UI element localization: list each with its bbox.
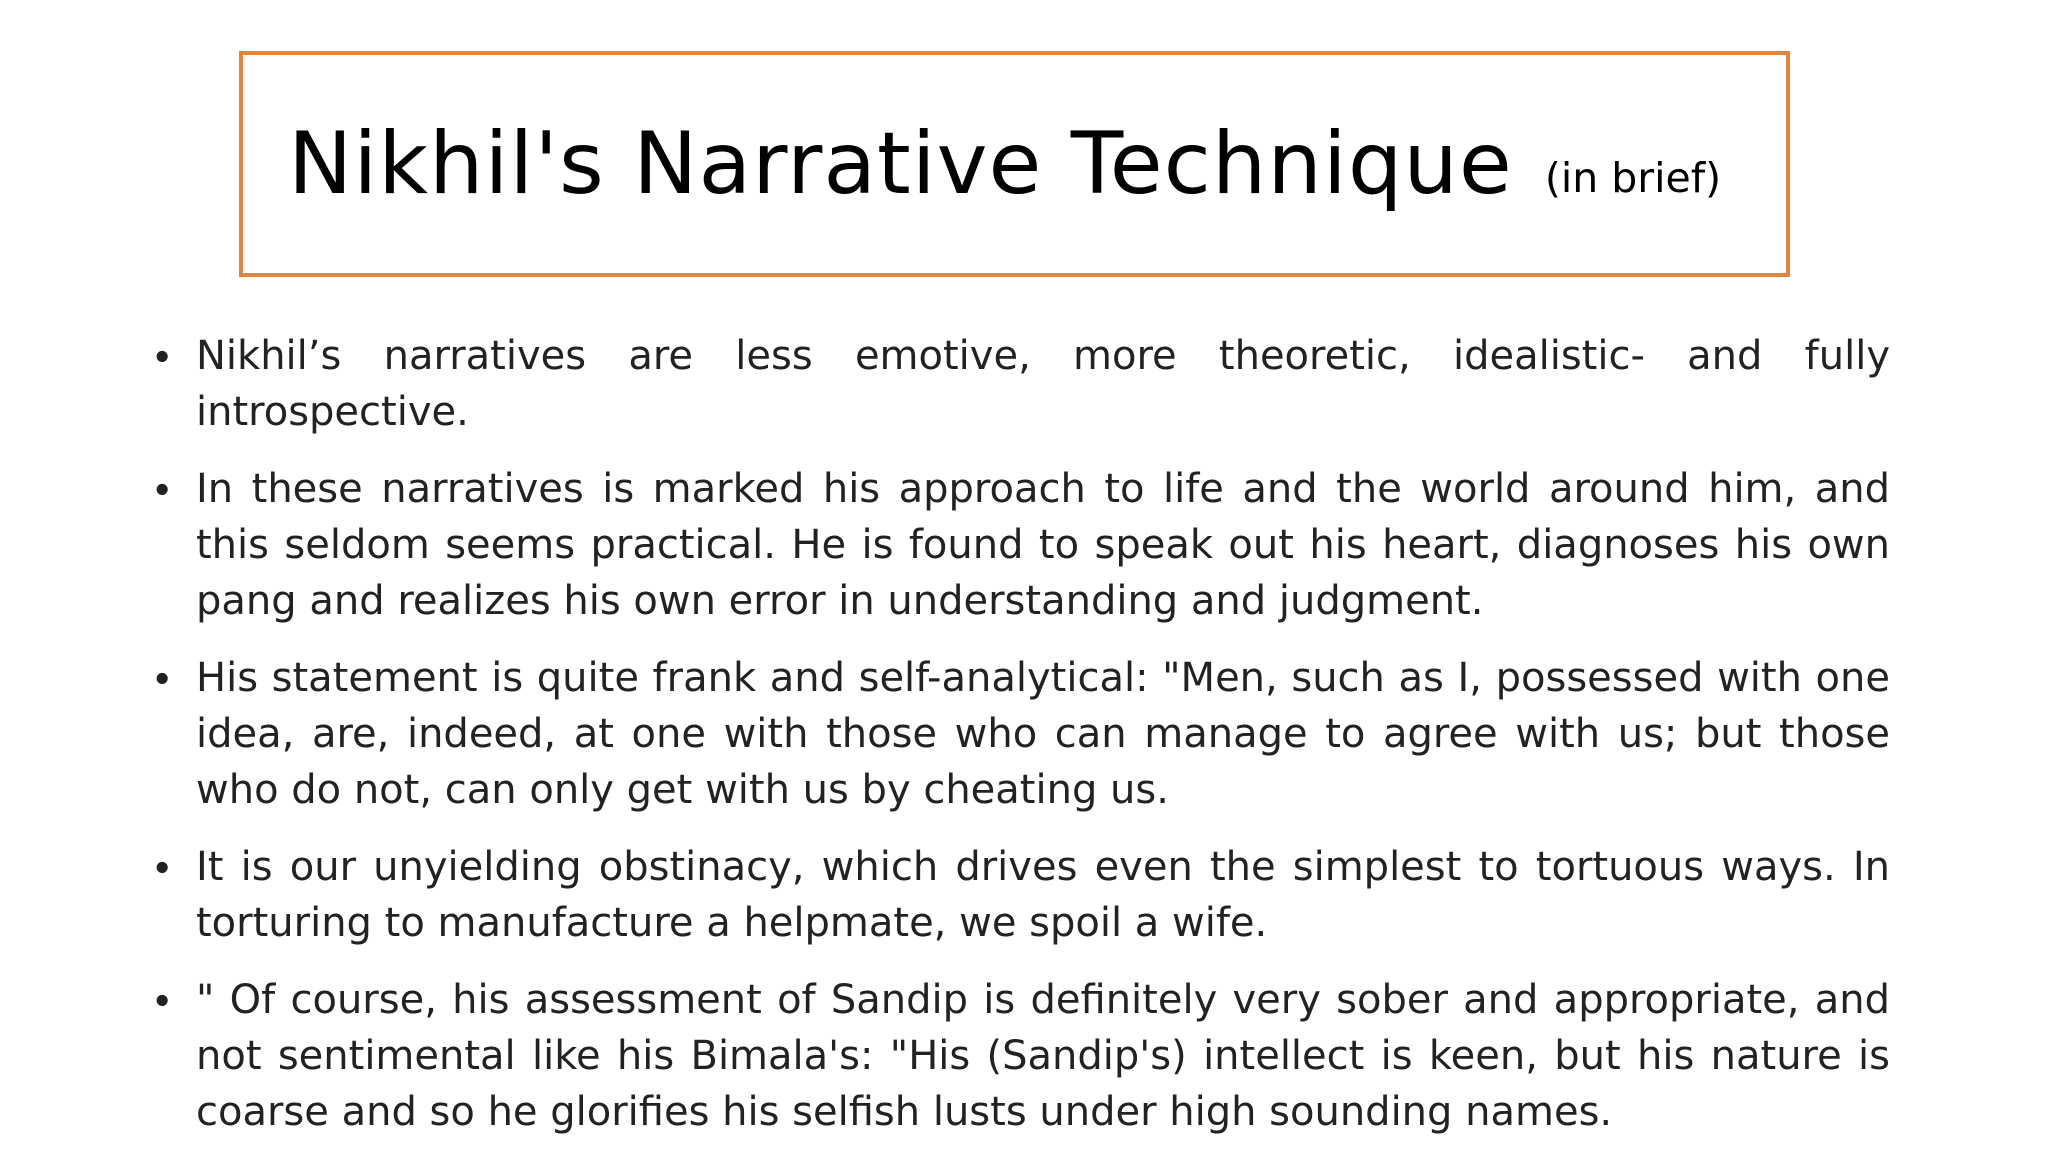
bullet-text: " Of course, his assessment of Sandip is definitely very sober and appropriate, and not sentimental like his Bimala's: "His (Sandip's) intellect is keen, but his nature is coarse and so he glorifies his selfish lusts under high sounding names. bbox=[196, 977, 1890, 1135]
bullet-icon: • bbox=[155, 333, 170, 379]
bullet-item bbox=[155, 650, 1890, 818]
bullet-item bbox=[155, 972, 1890, 1140]
slide-subtitle: (in brief) bbox=[1544, 154, 1722, 202]
title-box bbox=[239, 51, 1790, 277]
bullet-text: His statement is quite frank and self-analytical: "Men, such as I, possessed with one idea, are, indeed, at one with those who can manage to agree with us; but those who do not, can only get with us by cheating us. bbox=[196, 655, 1890, 813]
bullet-icon: • bbox=[155, 844, 170, 890]
bullet-item bbox=[155, 328, 1890, 440]
bullet-text: It is our unyielding obstinacy, which drives even the simplest to tortuous ways. In torturing to manufacture a helpmate, we spoil a wife. bbox=[196, 844, 1890, 946]
bullet-list bbox=[155, 328, 1890, 1152]
bullet-icon: • bbox=[155, 977, 170, 1023]
bullet-item bbox=[155, 461, 1890, 629]
bullet-text: In these narratives is marked his approach to life and the world around him, and this seldom seems practical. He is found to speak out his heart, diagnoses his own pang and realizes his own error in understanding and judgment. bbox=[196, 466, 1890, 624]
bullet-item bbox=[155, 839, 1890, 951]
bullet-icon: • bbox=[155, 466, 170, 512]
bullet-icon: • bbox=[155, 655, 170, 701]
slide-title: Nikhil's Narrative Technique bbox=[288, 114, 1513, 214]
bullet-text: Nikhil’s narratives are less emotive, more theoretic, idealistic- and fully introspective. bbox=[196, 333, 1890, 435]
